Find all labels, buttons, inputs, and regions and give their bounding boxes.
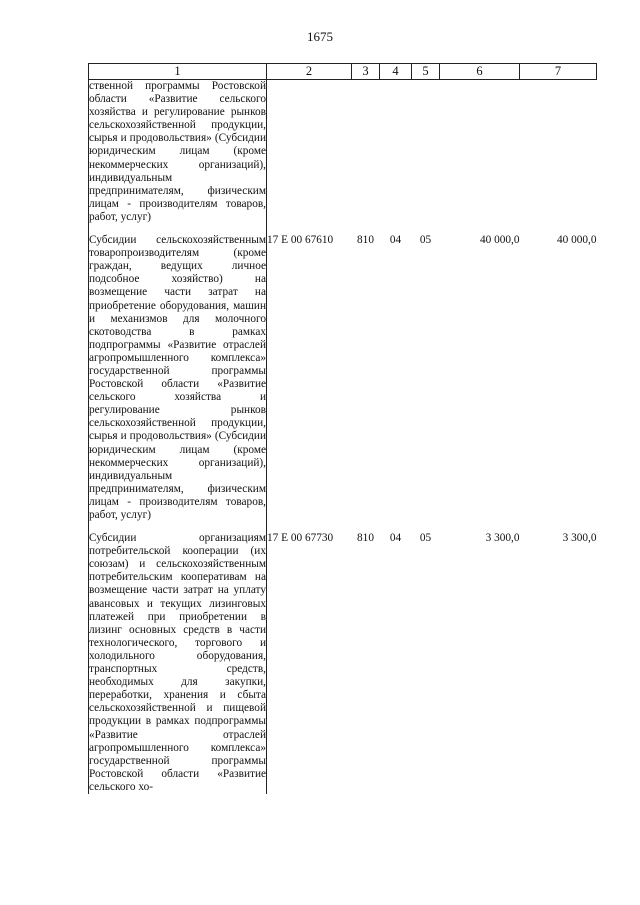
row-subsection: 05: [419, 234, 432, 247]
row-amount-year1: 3 300,0: [485, 532, 520, 545]
table-row: [89, 532, 597, 794]
row-expense-type: 810: [357, 532, 374, 545]
row-amount-year2: 40 000,0: [556, 234, 597, 247]
row-subsection: [412, 80, 440, 225]
row-description: Субсидии сельскохозяйственным товаропроизводителям (кроме граждан, ведущих личное подсобное хозяйство) на возмещение части затрат на приобретение оборудования, машин и механизмов для молочного скотоводства в рамках подпрограммы «Развитие отраслей агропромышленного комплекса» государственной программы Ростовской области «Развитие сельского хозяйства и регулирование рынков сельскохозяйственной продукции, сырья и продовольствия» (Субсидии юридическим лицам (кроме некоммерческих организаций), индивидуальным предпринимателям, физическим лицам - производителям товаров, работ, услуг): [89, 234, 266, 521]
row-section: 04: [389, 234, 402, 247]
row-gap: [89, 522, 597, 532]
column-header-4: 4: [380, 64, 412, 80]
row-amount-year1: [440, 80, 520, 225]
row-expense-type: [352, 80, 380, 225]
column-header-2: 2: [267, 64, 352, 80]
row-amount-year1: 40 000,0: [479, 234, 520, 247]
column-header-3: 3: [352, 64, 380, 80]
column-header-5: 5: [412, 64, 440, 80]
row-target-code: 17 Е 00 67730: [267, 532, 334, 545]
row-description: ственной программы Ростовской области «Развитие сельского хозяйства и регулирование рынков сельскохозяйственной продукции, сырья и продовольствия» (Субсидии юридическим лицам (кроме некоммерческих организаций), индивидуальным предпринимателям, физическим лицам - производителям товаров, работ, услуг): [89, 80, 266, 223]
row-subsection: 05: [419, 532, 432, 545]
row-section: [380, 80, 412, 225]
row-amount-year2: 3 300,0: [562, 532, 597, 545]
row-description: Субсидии организациям потребительской кооперации (их союзам) и сельскохозяйственным потребительским кооперативам на возмещение части затрат на уплату авансовых и текущих лизинговых платежей при приобретении в лизинг основных средств в части технологического, торгового и холодильного оборудования, транспортных средств, необходимых для закупки, переработки, хранения и сбыта сельскохозяйственной и пищевой продукции в рамках подпрограммы «Развитие отраслей агропромышленного комплекса» государственной программы Ростовской области «Развитие сельского хо-: [89, 532, 266, 793]
column-header-1: 1: [89, 64, 267, 80]
row-target-code: 17 Е 00 67610: [267, 234, 334, 247]
table-row: [89, 234, 597, 522]
budget-table: [88, 63, 597, 794]
column-header-7: 7: [520, 64, 597, 80]
column-header-6: 6: [440, 64, 520, 80]
row-section: 04: [389, 532, 402, 545]
table-row: [89, 80, 597, 225]
row-amount-year2: [520, 80, 597, 225]
header-row: [89, 64, 597, 80]
page-number: 1675: [307, 29, 333, 44]
row-target-code: [267, 80, 352, 225]
row-gap: [89, 224, 597, 234]
row-expense-type: 810: [357, 234, 374, 247]
